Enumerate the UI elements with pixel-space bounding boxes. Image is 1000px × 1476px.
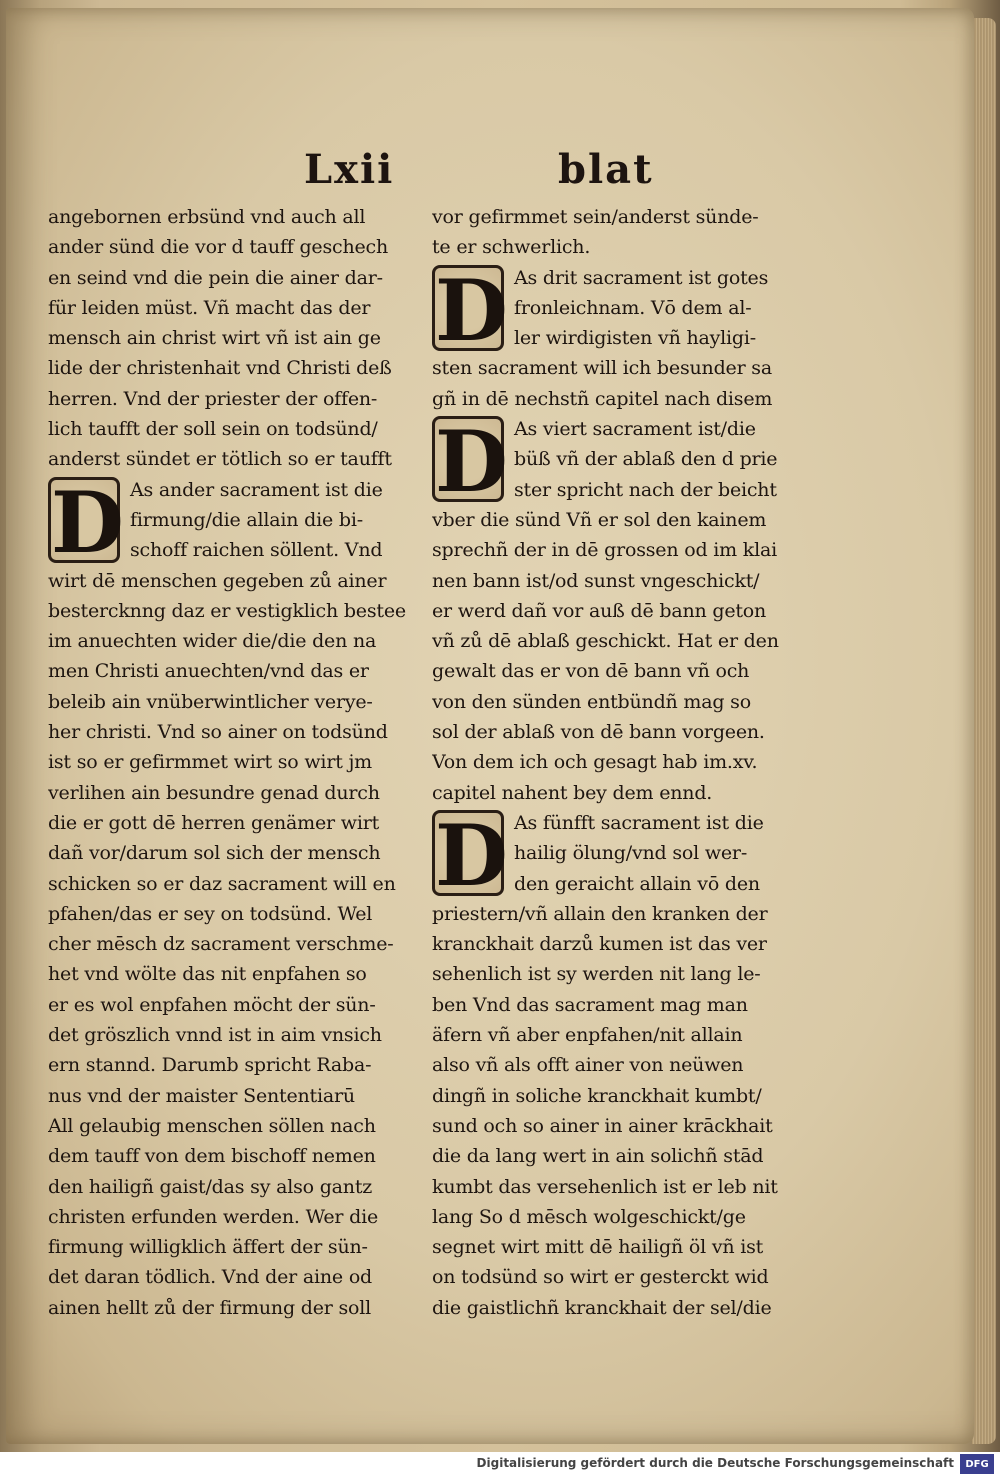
text-line: die da lang wert in ain solichñ stād bbox=[432, 1145, 764, 1168]
book-page bbox=[6, 8, 974, 1444]
text-line: er werd dañ vor auß dē bann geton bbox=[432, 599, 767, 622]
text-line: lich taufft der soll sein on todsünd/ bbox=[48, 418, 378, 441]
page-header bbox=[6, 146, 974, 196]
right-para-4 bbox=[432, 805, 802, 905]
text-line: angebornen erbsünd vnd auch all bbox=[48, 206, 366, 228]
text-line: fronleichnam. Vō dem al- bbox=[514, 296, 752, 319]
text-line: det gröszlich vnnd ist in aim vnsich bbox=[48, 1024, 382, 1047]
text-line: verlihen ain besundre genad durch bbox=[48, 781, 380, 804]
text-line: von den sünden entbündñ mag so bbox=[432, 690, 751, 713]
text-line: ler wirdigisten vñ hayligi- bbox=[514, 327, 756, 350]
right-para-2 bbox=[432, 260, 802, 360]
text-line: christen erfunden werden. Wer die bbox=[48, 1205, 379, 1228]
text-line: firmung/die allain die bi- bbox=[130, 508, 363, 531]
decorated-initial: D bbox=[432, 810, 504, 896]
left-para-2 bbox=[48, 472, 418, 572]
text-line: het vnd wölte das nit enpfahen so bbox=[48, 963, 367, 986]
text-line: nen bann ist/od sunst vngeschickt/ bbox=[432, 569, 760, 592]
text-line: segnet wirt mitt dē hailigñ öl vñ ist bbox=[432, 1236, 764, 1259]
text-line: beleib ain vnüberwintlicher verye- bbox=[48, 690, 373, 713]
text-line: kumbt das versehenlich ist er leb nit bbox=[432, 1175, 778, 1198]
text-line: her christi. Vnd so ainer on todsünd bbox=[48, 721, 388, 744]
text-line: also vñ als offt ainer von neüwen bbox=[432, 1054, 744, 1077]
footer-bar bbox=[0, 1452, 1000, 1476]
text-line: er es wol enpfahen möcht der sün- bbox=[48, 993, 376, 1016]
folio-number: Lxii bbox=[304, 146, 395, 193]
text-line: dingñ in soliche kranckhait kumbt/ bbox=[432, 1084, 762, 1107]
text-line: herren. Vnd der priester der offen- bbox=[48, 387, 378, 410]
text-line: As ander sacrament ist die bbox=[130, 478, 383, 501]
text-line: ainen hellt zů der firmung der soll bbox=[48, 1296, 372, 1319]
right-para-1 bbox=[432, 202, 802, 263]
decorated-initial: D bbox=[48, 477, 120, 563]
text-line: vber die sünd Vñ er sol den kainem bbox=[432, 508, 767, 531]
funding-notice: Digitalisierung gefördert durch die Deutsche Forschungsgemeinschaft bbox=[476, 1456, 954, 1470]
decorated-initial: D bbox=[432, 265, 504, 351]
text-line: en seind vnd die pein die ainer dar- bbox=[48, 266, 383, 289]
text-line: As fünfft sacrament ist die bbox=[514, 811, 764, 834]
text-line: schicken so er daz sacrament will en bbox=[48, 872, 396, 895]
text-line: te er schwerlich. bbox=[432, 236, 591, 259]
text-line: den hailigñ gaist/das sy also gantz bbox=[48, 1175, 373, 1198]
text-line: kranckhait darzů kumen ist das ver bbox=[432, 933, 767, 956]
text-line: sol der ablaß von dē bann vorgeen. bbox=[432, 721, 765, 744]
text-line: ander sünd die vor d tauff geschech bbox=[48, 236, 389, 259]
text-line: dem tauff von dem bischoff nemen bbox=[48, 1145, 376, 1168]
left-para-1 bbox=[48, 202, 418, 475]
text-line: As drit sacrament ist gotes bbox=[514, 266, 769, 289]
text-line: die er gott dē herren genämer wirt bbox=[48, 811, 380, 834]
text-line: dañ vor/darum sol sich der mensch bbox=[48, 842, 381, 865]
text-line: As viert sacrament ist/die bbox=[514, 418, 756, 441]
text-line: vñ zů dē ablaß geschickt. Hat er den bbox=[432, 630, 779, 653]
left-column bbox=[48, 202, 418, 1323]
text-line: pfahen/das er sey on todsünd. Wel bbox=[48, 902, 373, 925]
text-line: on todsünd so wirt er gesterckt wid bbox=[432, 1266, 769, 1289]
text-line: ern stannd. Darumb spricht Raba- bbox=[48, 1054, 372, 1077]
right-para-2-body bbox=[432, 353, 802, 414]
text-line: ster spricht nach der beicht bbox=[514, 478, 777, 501]
text-line: Von dem ich och gesagt hab im.xv. bbox=[432, 751, 758, 774]
right-para-4-body bbox=[432, 899, 802, 1323]
text-line: sten sacrament will ich besunder sa bbox=[432, 357, 772, 380]
right-column bbox=[432, 202, 802, 1323]
text-line: nus vnd der maister Sententiarū bbox=[48, 1084, 355, 1107]
text-line: sund och so ainer in ainer krāckhait bbox=[432, 1114, 773, 1137]
text-line: All gelaubig menschen söllen nach bbox=[48, 1114, 376, 1137]
text-line: cher mēsch dz sacrament verschme- bbox=[48, 933, 394, 956]
text-line: men Christi anuechten/vnd das er bbox=[48, 660, 369, 683]
text-line: ben Vnd das sacrament mag man bbox=[432, 993, 748, 1016]
text-line: hailig ölung/vnd sol wer- bbox=[514, 842, 748, 865]
text-line: im anuechten wider die/die den na bbox=[48, 630, 377, 653]
text-line: wirt dē menschen gegeben zů ainer bbox=[48, 569, 387, 592]
text-line: für leiden müst. Vñ macht das der bbox=[48, 296, 371, 319]
text-line: büß vñ der ablaß den d prie bbox=[514, 448, 778, 471]
running-title: blat bbox=[558, 146, 654, 193]
right-para-3-body bbox=[432, 505, 802, 808]
text-line: lide der christenhait vnd Christi deß bbox=[48, 357, 392, 380]
text-line: priestern/vñ allain den kranken der bbox=[432, 902, 768, 925]
text-line: mensch ain christ wirt vñ ist ain ge bbox=[48, 327, 381, 350]
text-line: sehenlich ist sy werden nit lang le- bbox=[432, 963, 761, 986]
page-stack-edge bbox=[972, 18, 996, 1444]
text-line: bestercknng daz er vestigklich bestee bbox=[48, 599, 406, 622]
text-line: firmung willigklich äffert der sün- bbox=[48, 1236, 368, 1259]
text-line: äfern vñ aber enpfahen/nit allain bbox=[432, 1024, 743, 1047]
text-line: die gaistlichñ kranckhait der sel/die bbox=[432, 1296, 772, 1319]
text-line: vor gefirmmet sein/anderst sünde- bbox=[432, 206, 759, 228]
text-line: det daran tödlich. Vnd der aine od bbox=[48, 1266, 373, 1289]
left-para-2-body bbox=[48, 566, 418, 1323]
text-line: sprechñ der in dē grossen od im klai bbox=[432, 539, 777, 562]
text-line: capitel nahent bey dem ennd. bbox=[432, 781, 713, 804]
text-line: schoff raichen söllent. Vnd bbox=[130, 539, 383, 562]
dfg-logo: DFG bbox=[960, 1454, 994, 1474]
text-line: gñ in dē nechstñ capitel nach disem bbox=[432, 387, 773, 410]
text-line: ist so er gefirmmet wirt so wirt jm bbox=[48, 751, 372, 774]
decorated-initial: D bbox=[432, 416, 504, 502]
text-line: den geraicht allain vō den bbox=[514, 872, 760, 895]
right-para-3 bbox=[432, 412, 802, 512]
text-line: gewalt das er von dē bann vñ och bbox=[432, 660, 750, 683]
text-line: lang So d mēsch wolgeschickt/ge bbox=[432, 1205, 746, 1228]
text-line: anderst sündet er tötlich so er taufft bbox=[48, 448, 392, 471]
